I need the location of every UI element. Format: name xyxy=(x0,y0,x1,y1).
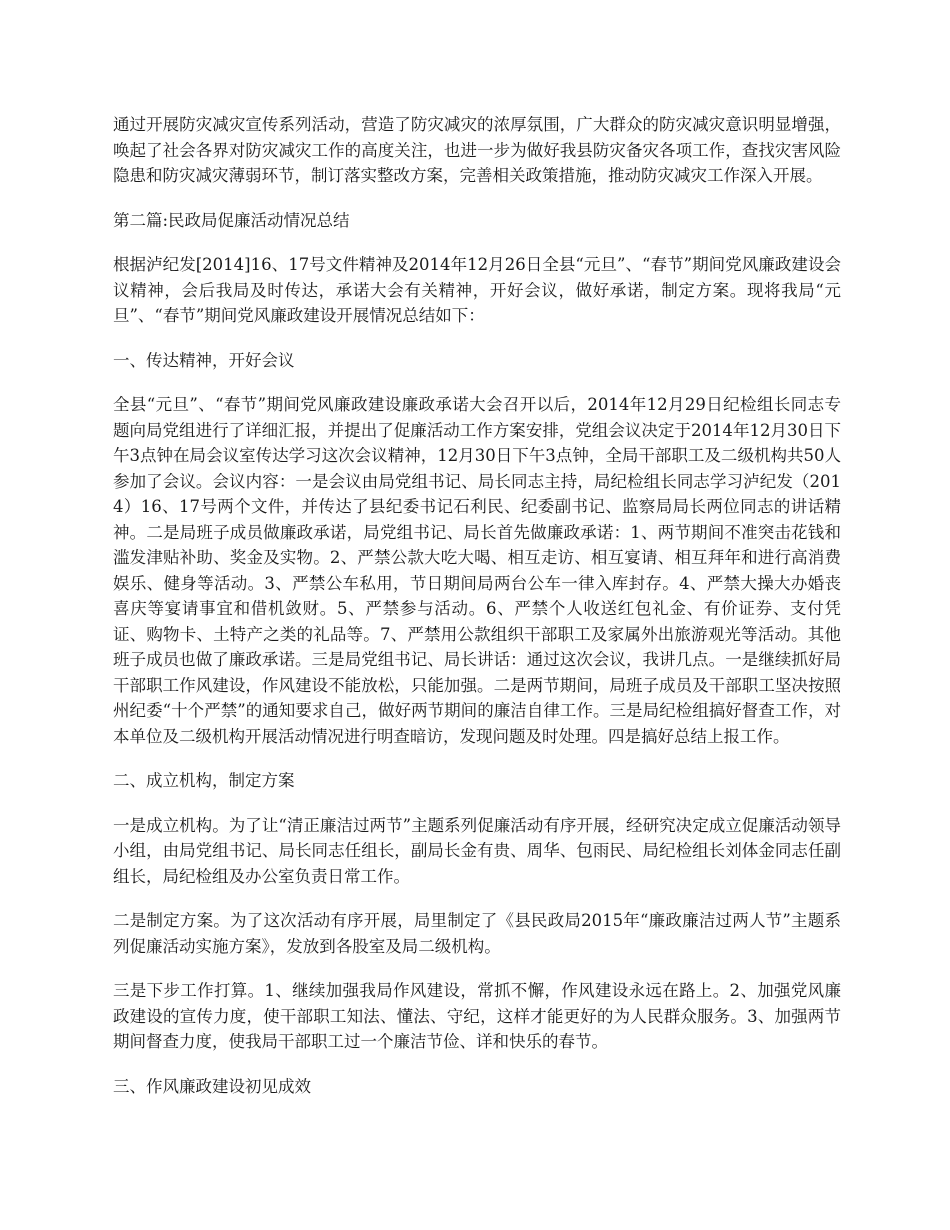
document-page xyxy=(113,112,841,1118)
heading-1: 一、传达精神，开好会议 xyxy=(113,350,295,370)
paragraph-1: 全县“元旦”、“春节”期间党风廉政建设廉政承诺大会召开以后，2014年12月29日纪检组长同志专题向局党组进行了详细汇报，并提出了促廉活动工作方案安排，党组会议决定于2014年12月30日下午3点钟在局会议室传达学习这次会议精神，12月30日下午3点钟，全局干部职工及二级机构共50人参加了会议。会议内容：一是会议由局党组书记、局长同志主持，局纪检组长同志学习泸纪发（2014）16、17号两个文件，并传达了县纪委书记石利民、纪委副书记、监察局局长两位同志的讲话精神。二是局班子成员做廉政承诺，局党组书记、局长首先做廉政承诺：1、两节期间不准突击花钱和滥发津贴补助、奖金及实物。2、严禁公款大吃大喝、相互走访、相互宴请、相互拜年和进行高消费娱乐、健身等活动。3、严禁公车私用，节日期间局两台公车一律入库封存。4、严禁大操大办婚丧喜庆等宴请事宜和借机敛财。5、严禁参与活动。6、严禁个人收送红包礼金、有价证券、支付凭证、购物卡、土特产之类的礼品等。7、严禁用公款组织干部职工及家属外出旅游观光等活动。其他班子成员也做了廉政承诺。三是局党组书记、局长讲话：通过这次会议，我讲几点。一是继续抓好局干部职工作风建设，作风建设不能放松，只能加强。二是两节期间，局班子成员及干部职工坚决按照州纪委“十个严禁”的通知要求自己，做好两节期间的廉洁自律工作。三是局纪检组搞好督查工作，对本单位及二级机构开展活动情况进行明查暗访，发现问题及时处理。四是搞好总结上报工作。 xyxy=(113,395,841,746)
paragraph-2c: 三是下步工作打算。1、继续加强我局作风建设，常抓不懈，作风建设永远在路上。2、加强党风廉政建设的宣传力度，使干部职工知法、懂法、守纪，这样才能更好的为人民群众服务。3、加强两节期间督查力度，使我局干部职工过一个廉洁节俭、详和快乐的春节。 xyxy=(113,981,841,1051)
paragraph-2b: 二是制定方案。为了这次活动有序开展，局里制定了《县民政局2015年“廉政廉洁过两人节”主题系列促廉活动实施方案》，发放到各股室及局二级机构。 xyxy=(113,911,841,956)
heading-3: 三、作风廉政建设初见成效 xyxy=(113,1076,311,1096)
paragraph-2a: 一是成立机构。为了让“清正廉洁过两节”主题系列促廉活动有序开展，经研究决定成立促廉活动领导小组，由局党组书记、局长同志任组长，副局长金有贵、周华、包雨民、局纪检组长刘体金同志任副组长，局纪检组及办公室负责日常工作。 xyxy=(113,815,841,886)
section-title: 第二篇:民政局促廉活动情况总结 xyxy=(113,210,350,230)
heading-2: 二、成立机构，制定方案 xyxy=(113,771,295,790)
intro-paragraph: 通过开展防灾减灾宣传系列活动，营造了防灾减灾的浓厚氛围，广大群众的防灾减灾意识明显增强，唤起了社会各界对防灾减灾工作的高度关注，也进一步为做好我县防灾备灾各项工作，查找灾害风险隐患和防灾减灾薄弱环节，制订落实整改方案，完善相关政策措施，推动防灾减灾工作深入开展。 xyxy=(113,115,841,185)
opening-paragraph: 根据泸纪发[2014]16、17号文件精神及2014年12月26日全县“元旦”、“春节”期间党风廉政建设会议精神，会后我局及时传达，承诺大会有关精神，开好会议，做好承诺，制定方案。现将我局“元旦”、“春节”期间党风廉政建设开展情况总结如下： xyxy=(113,255,841,325)
